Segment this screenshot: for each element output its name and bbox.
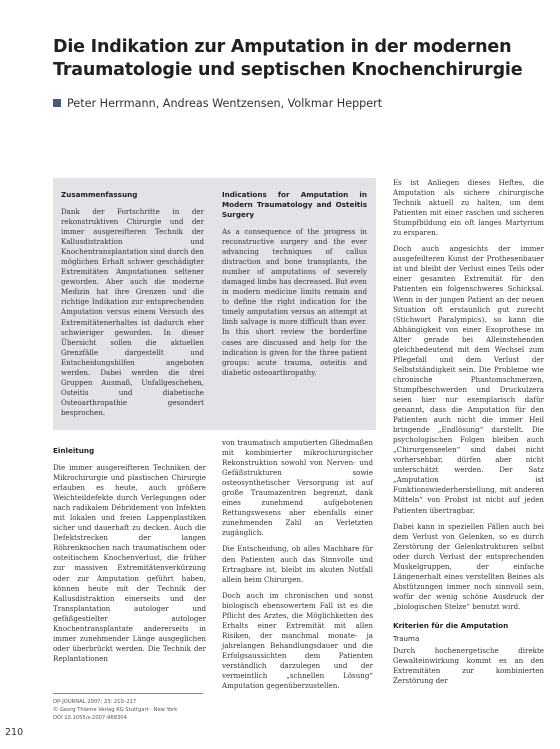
abstract-german-text: Dank der Fortschritte in der rekonstruktiven Chirurgie und der immer ausgereifteren Technik der Kallusdistraktion und Knochentransplantation sind durch den möglichen Erhalt schwer geschädigter Extremitäten Amputationen seltener geworden. Aber auch die moderne Medizin hat ihre Grenzen und die richtige Indikation zur entsprechenden Amputation versus einem Versuch des Extremitätenerhaltes ist dadurch eher schwieriger geworden. In dieser Übersicht sollen die aktuellen Grenzfälle dargestellt und Entscheidungshilfen angeboten werden. Dabei werden die drei Gruppen Ausmaß, Unfallgeschehen, Osteitis und diabetische Osteoarthropathie gesondert besprochen. xyxy=(61,207,204,417)
journal-footnote: OP-JOURNAL 2007; 23: 210–217 © Georg Thieme Verlag KG Stuttgart · New York DOI 10.1055/s-2007-968304 xyxy=(53,699,178,721)
abstract-german-heading: Zusammenfassung xyxy=(61,190,138,199)
body-paragraph: von traumatisch amputierten Gliedmaßen mit kombinierter mikrochirurgischer Rekonstruktion sowohl von Nerven- und Gefäßstrukturen sowie osteosynthetischer Versorgung ist auf große Traumazentren begrenzt, dank eines zunehmend aufgebotenen Rettungswesens aber ebenfalls einer zunehmenden Zahl an Verletzten zugänglich. xyxy=(222,438,373,538)
intro-heading: Einleitung xyxy=(53,446,95,455)
footnote-rule xyxy=(53,693,203,694)
abstract-english xyxy=(222,190,367,378)
body-paragraph: Die immer ausgereifteren Techniken der Mikrochirurgie und plastischen Chirurgie erlauben es heute, auch größere Weichteildefekte durch Verlegungen oder nach radikalem Débridement von Infekten mit lokalen und freien Lappenplastiken sicher und dauerhaft zu decken. Auch die Defektstrecken der langen Röhrenknochen nach traumatischem oder osteitischem Knochenverlust, die früher zur massiven Extremitätenverkürzung oder zur Amputation geführt haben, können heute mit der Technik der Kallusdistraktion einerseits und der Transplantation autologer und gefäßgestielter autologer Knochentransplantate andererseits in immer zunehmender Länge ausgeglichen oder überbrückt werden. Die Technik der Replantationen xyxy=(53,463,206,663)
body-paragraph: Doch auch angesichts der immer ausgefeilteren Kunst der Prothesenbauer ist und bleibt der Verlust eines Teils oder einer gesamten Extremität für den Patienten ein folgenschweres Schicksal. Wenn in der jungen Patient an der neuen Situation oft erstaunlich gut zurecht (Stichwort Paralympics), so kann die Abhängigkeit von einer Exoprothese im Alter gerade bei Alleinstehenden gleichbedeutend mit dem Wechsel zum Pflegefall und dem Verlust der Selbstständigkeit sein. Die Probleme wie chronische Phantomschmerzen, Stumpfbeschwerden und Druckulzera seien hier nur exemplarisch dafür genannt, dass die Amputation für den Patienten auch nicht die immer Heil bringende „Endlösung“ darstellt. Die psychologischen Folgen bleiben auch „Chirurgenseelen“ sind dabei nicht vorhersehbar, dürfen aber nicht unterschätzt werden. Der Satz „Amputation ist Funktionswiederherstellung, mit anderen Mitteln“ von Probst ist nicht auf jeden Patienten übertragbar. xyxy=(393,244,544,515)
body-paragraph: Doch auch im chronischen und sonst biologisch ebensowertem Fall ist es die Pflicht des Arztes, die Möglichkeiten des Erhalts einer Extremität mit allen Risiken, der manchmal monate- ja jahrelangen Behandlungsdauer und die Erfolgsaussichten dem Patienten verständlich darzulegen und der vermeintlich „schnellen Lösung“ Amputation gegenüberzustellen. xyxy=(222,590,373,691)
body-column-1 xyxy=(53,446,206,664)
body-paragraph: Dabei kann in speziellen Fällen auch bei dem Verlust von Gelenken, so es durch Zerstörung der Gelenkstrukturen selbst oder durch Verlust der entsprechenden Muskelgruppen, der einfache Längenerhalt eines verstellten Beines als Abstützungen immer noch sinnvoll sein, wofür der wenig schöne Ausdruck der „biologischen Stelze“ benutzt wird. xyxy=(393,521,544,611)
abstract-english-text: As a consequence of the progress in reconstructive surgery and the ever advancing techniques of callus distraction and bone transplants, the number of amputations of severely damaged limbs has decreased. But even in modern medicine limits remain and to define the right indication for the timely amputation versus an attempt at limb salvage is more difficult than ever. In this short review the borderline cases are discussed and help for the indication is given for the three patient groups: acute trauma, osteitis and diabetic osteoarthropathy. xyxy=(222,227,367,377)
criteria-subheading: Trauma xyxy=(393,633,420,643)
criteria-heading: Kriterien für die Amputation xyxy=(393,620,509,630)
abstract-english-heading: Indications for Amputation in Modern Traumatology and Osteitis Surgery xyxy=(222,190,367,219)
body-column-3 xyxy=(393,178,544,686)
author-line xyxy=(53,97,533,110)
authors: Peter Herrmann, Andreas Wentzensen, Volkmar Heppert xyxy=(67,97,383,110)
body-paragraph: Durch hochenergetische direkte Gewalteinwirkung kommt es an den Extremitäten zur kombinierten Zerstörung der xyxy=(393,646,544,686)
body-paragraph: Es ist Anliegen dieses Heftes, die Amputation als sichere chirurgische Technik aktuell zu halten, um dem Patienten mit einer raschen und sicheren Stumpfbildung ein oft langes Martyrium zu ersparen. xyxy=(393,178,544,238)
article-title: Die Indikation zur Amputation in der modernen Traumatologie und septischen Knochenchirurgie xyxy=(53,37,523,80)
abstract-german xyxy=(61,190,204,418)
square-bullet-icon xyxy=(53,99,61,107)
body-paragraph: Die Entscheidung, ob alles Machbare für den Patienten auch das Sinnvolle und Ertragbare ist, bleibt im akuten Notfall allein beim Chirurgen. xyxy=(222,544,373,584)
body-column-2 xyxy=(222,438,373,691)
page-number: 210 xyxy=(5,727,24,738)
